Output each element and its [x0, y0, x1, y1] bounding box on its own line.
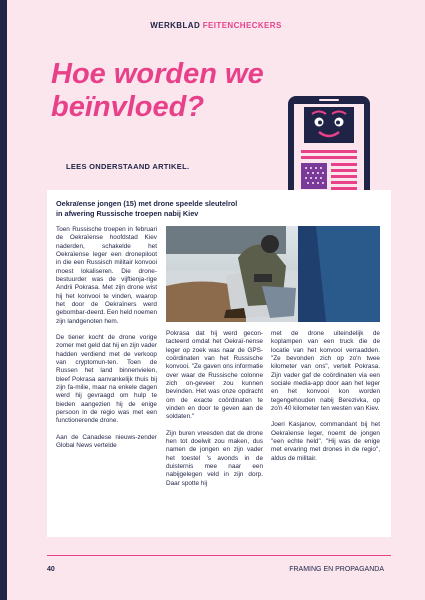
footer-divider [47, 555, 391, 556]
article-photo [166, 226, 380, 322]
article-headline [56, 199, 376, 219]
page-title-line-1: Hoe worden we [51, 58, 264, 90]
phone-speaker [319, 99, 339, 101]
article-paragraph: Toen Russische troepen in februari de Oekraïense hoofdstad Kiev naderden, schakelde het Oekraïense leger een dronepiloot in die een Russisch militair konvooi moest lokaliseren. Die drone-bestuurder was de vijftienja-rige Andrii Pokrasa. Met zijn drone wist hij het konvooi te vinden, waarop het door de Oekraïners werd gebombar-deerd. Een held noemen zijn landgenoten hem. [56, 226, 157, 325]
article-paragraph: Aan de Canadese nieuws-zender Global News vertelde [56, 433, 157, 449]
article-paragraph: met de drone uiteindelijk de koplampen van een truck die de locatie van het konvooi verraadden. "Ze bevonden zich op zo'n twee kilometer van ons", vertelt Pokrasa. Zijn vader gaf de coördinaten via een sociale media-app door aan het leger en het konvooi kon worden tegengehouden nabij Berezivka, op zo'n 40 kilometer ten westen van Kiev. [271, 330, 380, 412]
photo-person-head [261, 235, 279, 253]
article-paragraph: De tiener kocht de drone vorige zomer met geld dat hij en zijn vader hadden verdiend met de verkoop van cryptomun-ten. Toen de Russen het land binnenvielen, bleef Pokrasa aanvankelijk thuis bij zijn fa-milie, maar na enkele dagen werd hij gevraagd om hulp te bieden aangezien hij de enige persoon in de regio was met een functionerende drone. [56, 333, 157, 425]
page-title-line-2: beïnvloed? [51, 91, 205, 123]
article-column-2 [166, 330, 263, 496]
footer-title: FRAMING EN PROPAGANDA [289, 566, 384, 573]
photo-controller [254, 274, 272, 282]
article-paragraph: Zijn buren vreesden dat de drone hen tot doelwit zou maken, dus namen de jongen en zijn vader het toestel 's avonds in de duisternis mee naar een nabijgelegen veld in zijn dorp. Daar spotte hij [166, 429, 263, 487]
headline-line-1: Oekraïense jongen (15) met drone speelde sleutelrol [56, 199, 238, 208]
article-column-3 [271, 330, 380, 471]
header-topic: FEITENCHECKERS [202, 21, 282, 30]
worksheet-header [7, 21, 425, 30]
article-column-1 [56, 226, 157, 458]
article-paragraph: Joeri Kasjanov, commandant bij het Oekraïense leger, noemt de jongen "een echte held". "Hij was de enige met ervaring met drones in de regio", aldus de militair. [271, 421, 380, 462]
header-label: WERKBLAD [150, 21, 201, 30]
face-emoji-icon [304, 107, 354, 143]
headline-line-2: in afwering Russische troepen nabij Kiev [56, 208, 199, 218]
page-number: 40 [47, 566, 55, 573]
article-paragraph: Pokrasa dat hij werd gecon-tacteerd omdat het Oekraï-nense leger op zoek was naar de GPS-coördinaten van het Russische konvooi. "Ze gaven ons informatie over waar de Russische colonne zich on-geveer zou kunnen bevinden. Het was onze opdracht om de exacte coördinaten te vinden en door te geven aan de soldaten." [166, 330, 263, 421]
instruction-text: LEES ONDERSTAAND ARTIKEL. [66, 162, 190, 171]
image-placeholder-icon [301, 163, 327, 189]
